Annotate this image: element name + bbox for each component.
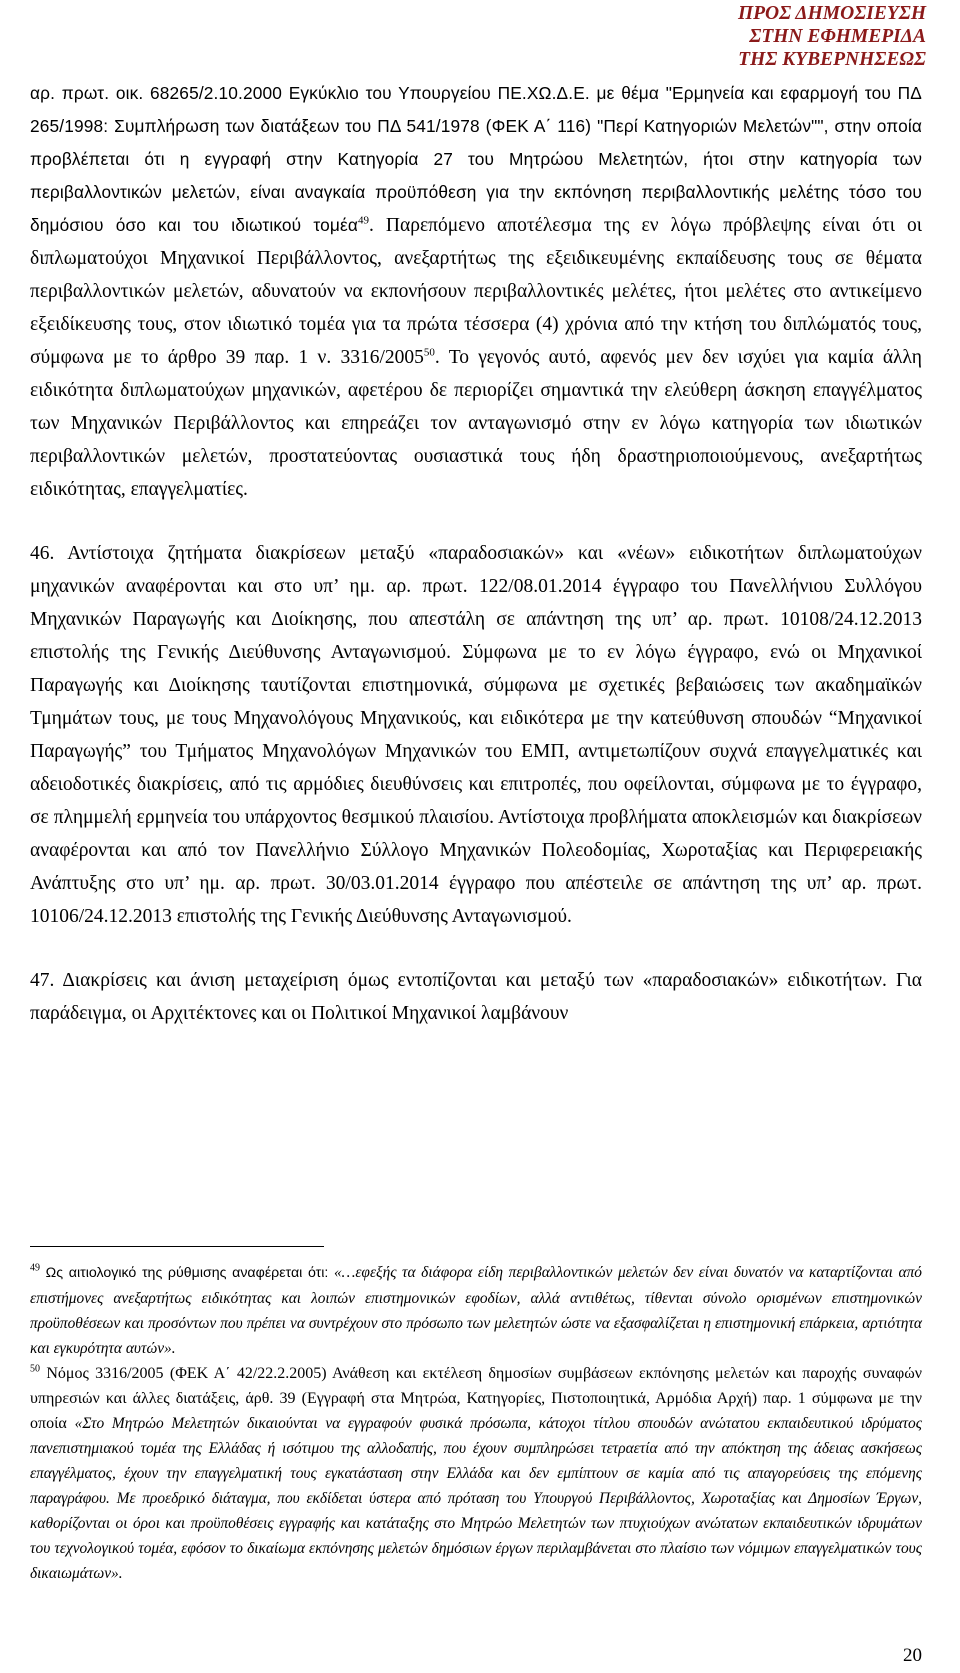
footnote-49 (30, 1260, 922, 1361)
footnote-ref-49[interactable]: 49 (358, 214, 369, 227)
para-text: με θέμα "Ερμηνεία και εφαρμογή του ΠΔ 265/1998: Συμπλήρωση των διατάξεων του ΠΔ 541/1978 (ΦΕΚ Α΄ 116) "Περί Κατηγοριών Μελετών"", στην οποία προβλέπεται ότι η εγγραφή στην Κατηγορία 27 του Μητρώου Μελετητών, ήτοι στην κατηγορία των περιβαλλοντικών μελετών, είναι αναγκαία προϋπόθεση για την εκπόνηση περιβαλλοντικής μελέτης τόσο του δημόσιου όσο και του ιδιωτικού τομέα (30, 83, 922, 235)
para-text: αρ. πρωτ. οικ. 68265/2.10.2000 Εγκύκλιο του Υπουργείου ΠΕ.ΧΩ.Δ.Ε. (30, 83, 590, 103)
header-line-3: ΤΗΣ ΚΥΒΕΡΝΗΣΕΩΣ (738, 49, 926, 70)
footnote-quote: «…εφεξής τα διάφορα είδη περιβαλλοντικών μελετών δεν είναι δυνατόν να καταρτίζονται από επιστήμονες ανεξαρτήτως ειδικότητας και λοιπών επιστημονικών εφοδίων, αλλά αντιθέτως, τίθενται σύνολο ορισμένων επιστημονικών προϋποθέσεων και προσόντων που πρέπει να συντρέχουν στο πρόσωπο των μελετητών ώστε να εξασφαλίζεται η επιστημονική επάρκεια, αρτιότητα και εγκυρότητα αυτών». (30, 1264, 922, 1357)
footnotes (30, 1260, 922, 1586)
footnote-separator (30, 1246, 324, 1247)
paragraph-46: 46. Αντίστοιχα ζητήματα διακρίσεων μεταξύ «παραδοσιακών» και «νέων» ειδικοτήτων διπλωματούχων μηχανικών αναφέρονται και στο υπ’ ημ. αρ. πρωτ. 122/08.01.2014 έγγραφο του Πανελλήνιου Συλλόγου Μηχανικών Παραγωγής και Διοίκησης, που απεστάλη σε απάντηση της υπ’ αρ. πρωτ. 10108/24.12.2013 επιστολής της Γενικής Διεύθυνσης Ανταγωνισμού. Σύμφωνα με το εν λόγω έγγραφο, ενώ οι Μηχανικοί Παραγωγής και Διοίκησης ταυτίζονται επιστημονικά, σύμφωνα με σχετικές βεβαιώσεις των ακαδημαϊκών Τμημάτων τους, με τους Μηχανολόγους Μηχανικούς, και ειδικότερα με την κατεύθυνση σπουδών “Μηχανικοί Παραγωγής” του Τμήματος Μηχανολόγων Μηχανικών του ΕΜΠ, αντιμετωπίζουν συχνά επαγγελματικές και αδειοδοτικές διακρίσεις, από τις αρμόδιες διευθύνσεις και επιτροπές, που οφείλονται, σύμφωνα με το έγγραφο, σε πλημμελή ερμηνεία του υπάρχοντος θεσμικού πλαισίου. Αντίστοιχα προβλήματα αποκλεισμών και διακρίσεων αναφέρονται και από τον Πανελλήνιο Σύλλογο Μηχανικών Πολεοδομίας, Χωροταξίας και Περιφερειακής Ανάπτυξης στο υπ’ ημ. αρ. πρωτ. 30/03.01.2014 έγγραφο που απέστειλε σε απάντηση της υπ’ αρ. πρωτ. 10106/24.12.2013 επιστολής της Γενικής Διεύθυνσης Ανταγωνισμού. (30, 543, 922, 927)
page-number: 20 (903, 1645, 922, 1666)
paragraph-spacer (30, 933, 922, 964)
para-text: . Το γεγονός αυτό, αφενός μεν δεν ισχύει για καμία άλλη ειδικότητα διπλωματούχων μηχανικών, αφετέρου δε περιορίζει σημαντικά την ελεύθερη άσκηση επαγγέλματος των Μηχανικών Περιβάλλοντος και επηρεάζει τον ανταγωνισμό στην εν λόγω κατηγορία των ιδιωτικών περιβαλλοντικών μελετών, προστατεύοντας ουσιαστικά τους ήδη δραστηριοποιούμενους, ανεξαρτήτως ειδικότητας, επαγγελματίες. (30, 347, 922, 500)
para-text: . Παρεπόμενο αποτέλεσμα της εν λόγω πρόβλεψης είναι ότι οι διπλωματούχοι Μηχανικοί Περιβάλλοντος, ανεξαρτήτως της εξειδικευμένης εκπαίδευσης τους σε θέματα περιβαλλοντικών μελετών, αδυνατούν να εκπονήσουν περιβαλλοντικές μελέτες, ήτοι μελέτες στο αντικείμενο εξειδίκευσης τους, στον ιδιωτικό τομέα για τα πρώτα τέσσερα (4) χρόνια από την κτήση του διπλώματός τους, σύμφωνα με το άρθρο 39 παρ. 1 ν. 3316/2005 (30, 215, 923, 368)
publication-header (626, 2, 926, 71)
footnote-text: Νόμος 3316/2005 (ΦΕΚ Α΄ 42/22.2.2005) Ανάθεση και εκτέλεση δημοσίων συμβάσεων εκπόνησης μελετών και παροχής συναφών υπηρεσιών και άλλες διατάξεις, άρθ. 39 (Εγγραφή στα Μητρώα, Κατηγορίες, Πιστοποιητικά, Αρμόδια Αρχή) παρ. 1 σύμφωνα με την οποία (30, 1365, 922, 1432)
header-line-2: ΣΤΗΝ ΕΦΗΜΕΡΙΔΑ (749, 26, 926, 47)
main-body (30, 77, 922, 1030)
header-line-1: ΠΡΟΣ ΔΗΜΟΣΙΕΥΣΗ (737, 3, 926, 24)
footnote-text: Ως αιτιολογικό της ρύθμισης αναφέρεται ότι: (40, 1265, 334, 1281)
paragraph-spacer (30, 506, 922, 537)
paragraph-45-continued (30, 77, 922, 506)
footnote-number: 49 (30, 1262, 40, 1274)
footnote-number: 50 (30, 1363, 40, 1375)
footnote-50 (30, 1361, 922, 1586)
footnote-ref-50[interactable]: 50 (423, 346, 435, 359)
paragraph-47: 47. Διακρίσεις και άνιση μεταχείριση όμως εντοπίζονται και μεταξύ των «παραδοσιακών» ειδικοτήτων. Για παράδειγμα, οι Αρχιτέκτονες και οι Πολιτικοί Μηχανικοί λαμβάνουν (30, 970, 922, 1024)
footnote-quote: «Στο Μητρώο Μελετητών δικαιούνται να εγγραφούν φυσικά πρόσωπα, κάτοχοι τίτλου σπουδών ανώτατου εκπαιδευτικού ιδρύματος πανεπιστημιακού τομέα της Ελλάδας ή ισότιμου της αλλοδαπής, που έχουν συμπληρώσει τετραετία από την απόκτηση της άδειας ασκήσεως επαγγέλματος, έχουν την επαγγελματική τους εγκατάσταση στην Ελλάδα και δεν εμπίπτουν σε καμία από τις απαγορεύσεις της επόμενης παραγράφου. Με προεδρικό διάταγμα, που εκδίδεται ύστερα από πρόταση του Υπουργού Περιβάλλοντος, Χωροταξίας και Δημοσίων Έργων, καθορίζονται οι όροι και προϋποθέσεις εγγραφής και κατάταξης στο Μητρώο Μελετητών των πτυχιούχων ανώτατων εκπαιδευτικών ιδρυμάτων του τεχνολογικού τομέα, εφόσον το δικαίωμα εκπόνησης μελετών δημόσιων έργων περιλαμβάνεται στο πλαίσιο των νόμιμων επαγγελματικών τους δικαιωμάτων». (30, 1415, 922, 1582)
